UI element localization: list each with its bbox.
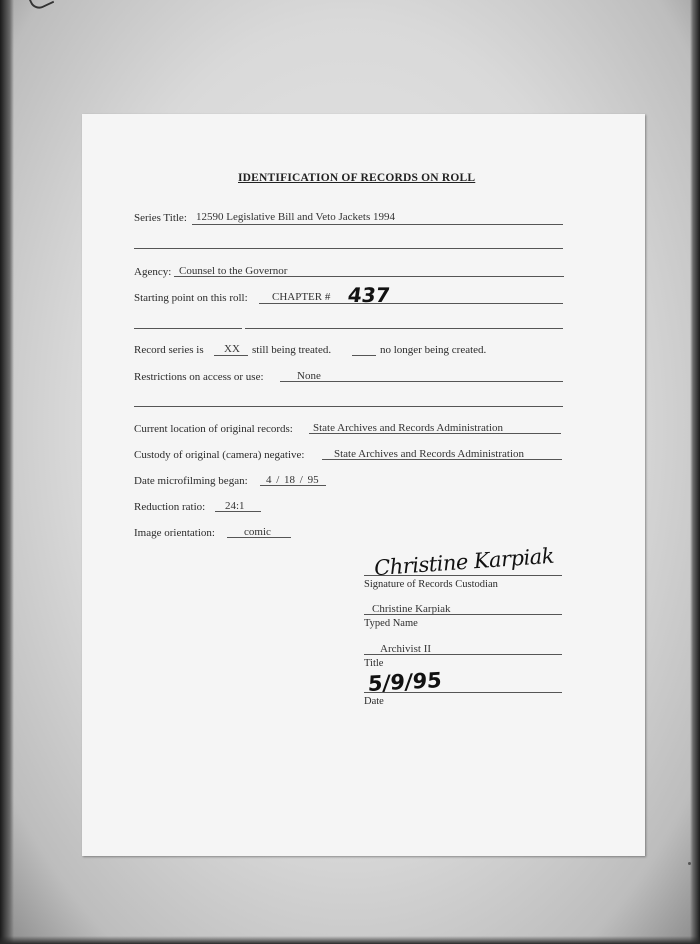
agency-line <box>174 276 564 277</box>
starting-point-line-2b <box>245 328 563 329</box>
restrictions-label: Restrictions on access or use: <box>134 371 264 383</box>
reduction-ratio-line <box>215 511 261 512</box>
record-series-label: Record series is <box>134 344 204 356</box>
series-title-line-2 <box>134 248 563 249</box>
date-began-line <box>260 485 326 486</box>
date-began-value: 4 / 18 / 95 <box>266 474 319 486</box>
film-edge-bottom <box>0 936 700 944</box>
agency-value: Counsel to the Governor <box>179 265 288 277</box>
form-sheet <box>82 114 645 856</box>
record-series-still-mark: XX <box>224 343 240 355</box>
custody-line <box>322 459 562 460</box>
starting-point-line <box>259 303 563 304</box>
signature-label: Signature of Records Custodian <box>364 579 498 590</box>
film-edge-right <box>690 0 700 944</box>
image-orientation-label: Image orientation: <box>134 527 215 539</box>
typed-name-value: Christine Karpiak <box>372 603 451 615</box>
starting-point-label: Starting point on this roll: <box>134 292 248 304</box>
date-began-label: Date microfilming began: <box>134 475 248 487</box>
series-title-label: Series Title: <box>134 212 187 224</box>
series-title-value: 12590 Legislative Bill and Veto Jackets 1994 <box>196 211 395 223</box>
film-speck <box>688 862 691 865</box>
signature-line <box>364 575 562 576</box>
title-line <box>364 654 562 655</box>
form-title: IDENTIFICATION OF RECORDS ON ROLL <box>238 172 476 184</box>
restrictions-line <box>280 381 563 382</box>
record-series-still-line <box>214 355 248 356</box>
record-series-no-longer-text: no longer being created. <box>380 344 487 356</box>
handwritten-chapter-number: 437 <box>346 283 392 307</box>
current-location-value: State Archives and Records Administration <box>313 422 504 434</box>
current-location-line <box>309 433 561 434</box>
film-corner-mark <box>28 0 55 12</box>
custodian-signature: Christine Karpiak <box>373 543 555 581</box>
title-value: Archivist II <box>380 643 432 655</box>
record-series-no-longer-line <box>352 355 376 356</box>
typed-name-line <box>364 614 562 615</box>
film-edge-left <box>0 0 14 944</box>
reduction-ratio-value: 24:1 <box>225 500 245 512</box>
restrictions-line-2 <box>134 406 563 407</box>
date-label: Date <box>364 696 384 707</box>
starting-point-value: CHAPTER # <box>272 291 331 303</box>
series-title-line <box>192 224 563 225</box>
starting-point-line-2a <box>134 328 242 329</box>
title-label: Title <box>364 658 384 669</box>
custody-value: State Archives and Records Administration <box>334 448 525 460</box>
current-location-label: Current location of original records: <box>134 423 293 435</box>
date-line <box>364 692 562 693</box>
image-orientation-line <box>227 537 291 538</box>
record-series-still-text: still being treated. <box>252 344 332 356</box>
typed-name-label: Typed Name <box>364 618 418 629</box>
custody-label: Custody of original (camera) negative: <box>134 449 305 461</box>
restrictions-value: None <box>297 370 321 382</box>
handwritten-date: 5/9/95 <box>367 668 443 696</box>
agency-label: Agency: <box>134 266 172 278</box>
image-orientation-value: comic <box>244 526 271 538</box>
reduction-ratio-label: Reduction ratio: <box>134 501 206 513</box>
